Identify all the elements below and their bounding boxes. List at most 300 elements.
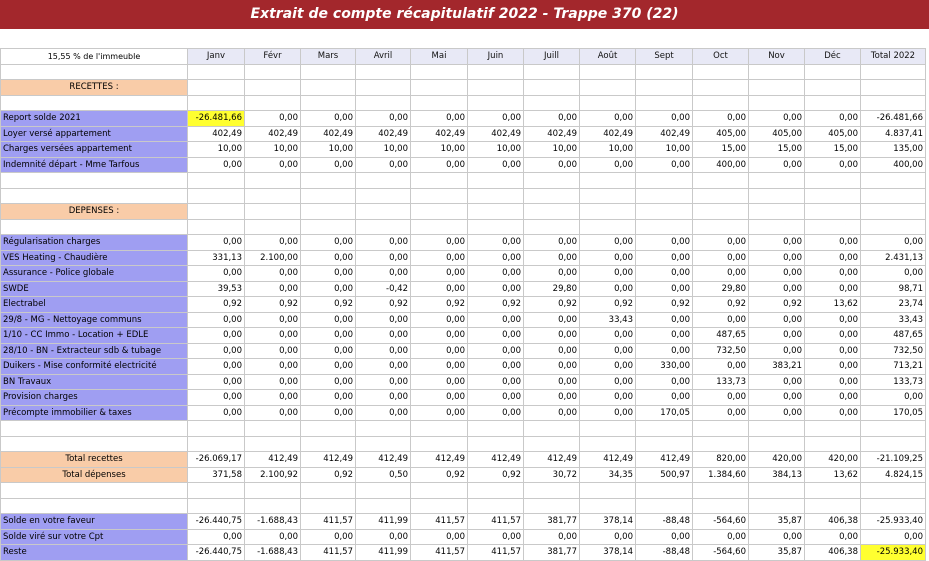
row-label[interactable]: 28/10 - BN - Extracteur sdb & tubage bbox=[1, 343, 188, 359]
value-cell[interactable]: 0,00 bbox=[749, 328, 805, 344]
value-cell[interactable]: 0,00 bbox=[805, 157, 861, 173]
value-cell[interactable]: 371,58 bbox=[188, 467, 245, 483]
value-cell[interactable]: 0,00 bbox=[805, 359, 861, 375]
row-label[interactable]: Duikers - Mise conformité electricité bbox=[1, 359, 188, 375]
value-cell[interactable]: 0,00 bbox=[188, 157, 245, 173]
value-cell[interactable]: 0,00 bbox=[524, 374, 580, 390]
empty-cell[interactable] bbox=[356, 64, 411, 80]
value-cell[interactable]: 402,49 bbox=[636, 126, 693, 142]
value-cell[interactable]: 378,14 bbox=[580, 514, 636, 530]
empty-cell[interactable] bbox=[693, 95, 749, 111]
value-cell[interactable]: 0,00 bbox=[636, 343, 693, 359]
empty-cell[interactable] bbox=[805, 498, 861, 514]
empty-cell[interactable] bbox=[636, 498, 693, 514]
value-cell[interactable]: 0,00 bbox=[580, 405, 636, 421]
value-cell[interactable]: 0,00 bbox=[580, 157, 636, 173]
value-cell[interactable]: 383,21 bbox=[749, 359, 805, 375]
empty-cell[interactable] bbox=[861, 498, 926, 514]
value-cell[interactable]: 0,00 bbox=[524, 405, 580, 421]
value-cell[interactable]: 10,00 bbox=[524, 142, 580, 158]
empty-cell[interactable] bbox=[188, 188, 245, 204]
empty-cell[interactable] bbox=[580, 188, 636, 204]
row-label[interactable]: Provision charges bbox=[1, 390, 188, 406]
empty-cell[interactable] bbox=[356, 80, 411, 96]
value-cell[interactable]: 0,00 bbox=[580, 343, 636, 359]
value-cell[interactable]: 0,00 bbox=[693, 250, 749, 266]
value-cell[interactable]: 0,00 bbox=[749, 281, 805, 297]
empty-cell[interactable] bbox=[301, 204, 356, 220]
value-cell[interactable]: 0,00 bbox=[580, 266, 636, 282]
value-cell[interactable]: 0,00 bbox=[301, 529, 356, 545]
value-cell[interactable]: 170,05 bbox=[636, 405, 693, 421]
value-cell[interactable]: -0,42 bbox=[356, 281, 411, 297]
empty-cell[interactable] bbox=[580, 80, 636, 96]
empty-cell[interactable] bbox=[245, 64, 301, 80]
empty-cell[interactable] bbox=[580, 436, 636, 452]
empty-cell[interactable] bbox=[1, 421, 188, 437]
month-header[interactable]: Total 2022 bbox=[861, 49, 926, 65]
value-cell[interactable]: 0,00 bbox=[188, 359, 245, 375]
value-cell[interactable]: -26.440,75 bbox=[188, 545, 245, 561]
value-cell[interactable]: 0,00 bbox=[861, 235, 926, 251]
value-cell[interactable]: 0,00 bbox=[356, 266, 411, 282]
empty-cell[interactable] bbox=[411, 498, 468, 514]
value-cell[interactable]: 0,00 bbox=[693, 111, 749, 127]
value-cell[interactable]: 732,50 bbox=[861, 343, 926, 359]
empty-cell[interactable] bbox=[524, 219, 580, 235]
empty-cell[interactable] bbox=[524, 95, 580, 111]
empty-cell[interactable] bbox=[749, 64, 805, 80]
value-cell[interactable]: 0,00 bbox=[301, 343, 356, 359]
empty-cell[interactable] bbox=[411, 483, 468, 499]
value-cell[interactable]: 402,49 bbox=[356, 126, 411, 142]
empty-cell[interactable] bbox=[188, 80, 245, 96]
empty-cell[interactable] bbox=[188, 95, 245, 111]
empty-cell[interactable] bbox=[580, 95, 636, 111]
value-cell[interactable]: 0,92 bbox=[636, 297, 693, 313]
value-cell[interactable]: 0,00 bbox=[301, 405, 356, 421]
empty-cell[interactable] bbox=[301, 219, 356, 235]
empty-cell[interactable] bbox=[356, 204, 411, 220]
row-label[interactable]: Assurance - Police globale bbox=[1, 266, 188, 282]
empty-cell[interactable] bbox=[356, 173, 411, 189]
value-cell[interactable]: 0,00 bbox=[805, 529, 861, 545]
empty-cell[interactable] bbox=[861, 95, 926, 111]
empty-cell[interactable] bbox=[749, 436, 805, 452]
value-cell[interactable]: 0,00 bbox=[636, 281, 693, 297]
empty-cell[interactable] bbox=[861, 64, 926, 80]
empty-cell[interactable] bbox=[411, 80, 468, 96]
value-cell[interactable]: 0,00 bbox=[468, 405, 524, 421]
value-cell[interactable]: 0,00 bbox=[749, 312, 805, 328]
value-cell[interactable]: 412,49 bbox=[468, 452, 524, 468]
value-cell[interactable]: 0,00 bbox=[468, 390, 524, 406]
value-cell[interactable]: 0,00 bbox=[805, 390, 861, 406]
value-cell[interactable]: 0,00 bbox=[749, 390, 805, 406]
value-cell[interactable]: 0,00 bbox=[580, 359, 636, 375]
empty-cell[interactable] bbox=[524, 80, 580, 96]
empty-cell[interactable] bbox=[805, 219, 861, 235]
month-header[interactable]: Févr bbox=[245, 49, 301, 65]
value-cell[interactable]: 0,00 bbox=[188, 343, 245, 359]
value-cell[interactable]: 0,00 bbox=[524, 359, 580, 375]
empty-cell[interactable] bbox=[693, 498, 749, 514]
empty-cell[interactable] bbox=[749, 498, 805, 514]
empty-cell[interactable] bbox=[301, 64, 356, 80]
row-label[interactable]: Régularisation charges bbox=[1, 235, 188, 251]
empty-cell[interactable] bbox=[636, 173, 693, 189]
value-cell[interactable]: 0,00 bbox=[749, 111, 805, 127]
empty-cell[interactable] bbox=[245, 436, 301, 452]
value-cell[interactable]: 170,05 bbox=[861, 405, 926, 421]
value-cell[interactable]: 34,35 bbox=[580, 467, 636, 483]
recettes-section-title[interactable]: RECETTES : bbox=[1, 80, 188, 96]
value-cell[interactable]: 0,00 bbox=[580, 529, 636, 545]
value-cell[interactable]: 13,62 bbox=[805, 297, 861, 313]
empty-cell[interactable] bbox=[636, 483, 693, 499]
value-cell[interactable]: 411,99 bbox=[356, 545, 411, 561]
value-cell[interactable]: 0,00 bbox=[188, 235, 245, 251]
value-cell[interactable]: -564,60 bbox=[693, 514, 749, 530]
empty-cell[interactable] bbox=[580, 64, 636, 80]
empty-cell[interactable] bbox=[580, 219, 636, 235]
empty-cell[interactable] bbox=[749, 483, 805, 499]
empty-cell[interactable] bbox=[861, 436, 926, 452]
value-cell[interactable]: 0,50 bbox=[356, 467, 411, 483]
value-cell[interactable]: 0,00 bbox=[188, 266, 245, 282]
value-cell[interactable]: 378,14 bbox=[580, 545, 636, 561]
value-cell[interactable]: 0,00 bbox=[411, 250, 468, 266]
value-cell[interactable]: 411,57 bbox=[301, 514, 356, 530]
empty-cell[interactable] bbox=[636, 95, 693, 111]
value-cell[interactable]: 0,00 bbox=[749, 374, 805, 390]
value-cell[interactable]: 0,00 bbox=[524, 266, 580, 282]
empty-cell[interactable] bbox=[411, 204, 468, 220]
value-cell[interactable]: 0,00 bbox=[805, 111, 861, 127]
value-cell[interactable]: 405,00 bbox=[805, 126, 861, 142]
empty-cell[interactable] bbox=[524, 436, 580, 452]
empty-cell[interactable] bbox=[580, 421, 636, 437]
empty-cell[interactable] bbox=[468, 64, 524, 80]
value-cell[interactable]: 0,00 bbox=[524, 328, 580, 344]
empty-cell[interactable] bbox=[805, 188, 861, 204]
value-cell[interactable]: 0,00 bbox=[411, 405, 468, 421]
value-cell[interactable]: 1.384,60 bbox=[693, 467, 749, 483]
value-cell[interactable]: 0,00 bbox=[524, 312, 580, 328]
value-cell[interactable]: -25.933,40 bbox=[861, 545, 926, 561]
value-cell[interactable]: 0,00 bbox=[245, 312, 301, 328]
value-cell[interactable]: 0,00 bbox=[301, 312, 356, 328]
empty-cell[interactable] bbox=[1, 173, 188, 189]
value-cell[interactable]: -21.109,25 bbox=[861, 452, 926, 468]
row-label[interactable]: 1/10 - CC Immo - Location + EDLE bbox=[1, 328, 188, 344]
value-cell[interactable]: 0,00 bbox=[245, 405, 301, 421]
value-cell[interactable]: 0,00 bbox=[411, 266, 468, 282]
value-cell[interactable]: 0,00 bbox=[636, 312, 693, 328]
empty-cell[interactable] bbox=[245, 173, 301, 189]
value-cell[interactable]: 412,49 bbox=[580, 452, 636, 468]
value-cell[interactable]: 39,53 bbox=[188, 281, 245, 297]
value-cell[interactable]: 98,71 bbox=[861, 281, 926, 297]
empty-cell[interactable] bbox=[861, 219, 926, 235]
value-cell[interactable]: 0,00 bbox=[693, 235, 749, 251]
month-header[interactable]: Avril bbox=[356, 49, 411, 65]
empty-cell[interactable] bbox=[636, 64, 693, 80]
value-cell[interactable]: 15,00 bbox=[749, 142, 805, 158]
value-cell[interactable]: 0,00 bbox=[524, 250, 580, 266]
empty-cell[interactable] bbox=[580, 204, 636, 220]
value-cell[interactable]: 411,57 bbox=[411, 514, 468, 530]
empty-cell[interactable] bbox=[805, 173, 861, 189]
value-cell[interactable]: 0,00 bbox=[636, 250, 693, 266]
empty-cell[interactable] bbox=[245, 80, 301, 96]
value-cell[interactable]: 411,57 bbox=[301, 545, 356, 561]
value-cell[interactable]: 0,00 bbox=[245, 529, 301, 545]
value-cell[interactable]: 0,00 bbox=[524, 111, 580, 127]
value-cell[interactable]: 0,00 bbox=[411, 157, 468, 173]
empty-cell[interactable] bbox=[245, 204, 301, 220]
empty-cell[interactable] bbox=[356, 436, 411, 452]
row-label[interactable]: Report solde 2021 bbox=[1, 111, 188, 127]
value-cell[interactable]: 0,00 bbox=[468, 235, 524, 251]
value-cell[interactable]: 33,43 bbox=[580, 312, 636, 328]
empty-cell[interactable] bbox=[636, 204, 693, 220]
value-cell[interactable]: 412,49 bbox=[245, 452, 301, 468]
value-cell[interactable]: 10,00 bbox=[245, 142, 301, 158]
value-cell[interactable]: 0,00 bbox=[749, 250, 805, 266]
value-cell[interactable]: 331,13 bbox=[188, 250, 245, 266]
month-header[interactable]: Déc bbox=[805, 49, 861, 65]
value-cell[interactable]: 0,00 bbox=[356, 328, 411, 344]
empty-cell[interactable] bbox=[301, 95, 356, 111]
empty-cell[interactable] bbox=[468, 483, 524, 499]
value-cell[interactable]: 400,00 bbox=[693, 157, 749, 173]
empty-cell[interactable] bbox=[749, 421, 805, 437]
value-cell[interactable]: 0,00 bbox=[301, 374, 356, 390]
empty-cell[interactable] bbox=[524, 173, 580, 189]
value-cell[interactable]: 0,00 bbox=[805, 374, 861, 390]
value-cell[interactable]: 10,00 bbox=[580, 142, 636, 158]
value-cell[interactable]: 0,00 bbox=[468, 157, 524, 173]
value-cell[interactable]: 713,21 bbox=[861, 359, 926, 375]
empty-cell[interactable] bbox=[468, 95, 524, 111]
row-label[interactable]: SWDE bbox=[1, 281, 188, 297]
value-cell[interactable]: -26.481,66 bbox=[188, 111, 245, 127]
empty-cell[interactable] bbox=[1, 498, 188, 514]
empty-cell[interactable] bbox=[749, 204, 805, 220]
value-cell[interactable]: 0,92 bbox=[301, 297, 356, 313]
value-cell[interactable]: 402,49 bbox=[301, 126, 356, 142]
value-cell[interactable]: 0,00 bbox=[245, 266, 301, 282]
row-label[interactable]: Charges versées appartement bbox=[1, 142, 188, 158]
value-cell[interactable]: -26.069,17 bbox=[188, 452, 245, 468]
value-cell[interactable]: 0,00 bbox=[636, 111, 693, 127]
empty-cell[interactable] bbox=[580, 483, 636, 499]
month-header[interactable]: Mai bbox=[411, 49, 468, 65]
value-cell[interactable]: 0,00 bbox=[245, 235, 301, 251]
value-cell[interactable]: 0,00 bbox=[580, 328, 636, 344]
empty-cell[interactable] bbox=[468, 173, 524, 189]
empty-cell[interactable] bbox=[636, 436, 693, 452]
value-cell[interactable]: 412,49 bbox=[524, 452, 580, 468]
value-cell[interactable]: 402,49 bbox=[580, 126, 636, 142]
value-cell[interactable]: 0,00 bbox=[468, 374, 524, 390]
value-cell[interactable]: 0,00 bbox=[411, 111, 468, 127]
value-cell[interactable]: 0,00 bbox=[524, 157, 580, 173]
empty-cell[interactable] bbox=[301, 483, 356, 499]
value-cell[interactable]: 0,00 bbox=[245, 328, 301, 344]
empty-cell[interactable] bbox=[805, 436, 861, 452]
value-cell[interactable]: 0,00 bbox=[524, 343, 580, 359]
value-cell[interactable]: 0,00 bbox=[411, 235, 468, 251]
value-cell[interactable]: 411,57 bbox=[411, 545, 468, 561]
empty-cell[interactable] bbox=[805, 483, 861, 499]
empty-cell[interactable] bbox=[693, 64, 749, 80]
value-cell[interactable]: 0,00 bbox=[245, 157, 301, 173]
row-label[interactable]: Solde en votre faveur bbox=[1, 514, 188, 530]
empty-cell[interactable] bbox=[468, 188, 524, 204]
value-cell[interactable]: 0,00 bbox=[356, 157, 411, 173]
value-cell[interactable]: 13,62 bbox=[805, 467, 861, 483]
value-cell[interactable]: 0,00 bbox=[636, 328, 693, 344]
empty-cell[interactable] bbox=[805, 95, 861, 111]
empty-cell[interactable] bbox=[188, 219, 245, 235]
value-cell[interactable]: 0,00 bbox=[805, 405, 861, 421]
empty-cell[interactable] bbox=[411, 64, 468, 80]
value-cell[interactable]: 0,00 bbox=[356, 405, 411, 421]
value-cell[interactable]: 411,57 bbox=[468, 545, 524, 561]
value-cell[interactable]: 406,38 bbox=[805, 545, 861, 561]
row-label[interactable]: VES Heating - Chaudière bbox=[1, 250, 188, 266]
value-cell[interactable]: 35,87 bbox=[749, 545, 805, 561]
value-cell[interactable]: 412,49 bbox=[301, 452, 356, 468]
value-cell[interactable]: 0,00 bbox=[356, 111, 411, 127]
value-cell[interactable]: 405,00 bbox=[749, 126, 805, 142]
value-cell[interactable]: 0,00 bbox=[411, 343, 468, 359]
value-cell[interactable]: 0,00 bbox=[636, 390, 693, 406]
value-cell[interactable]: 0,00 bbox=[188, 328, 245, 344]
value-cell[interactable]: 0,00 bbox=[188, 390, 245, 406]
value-cell[interactable]: 402,49 bbox=[245, 126, 301, 142]
value-cell[interactable]: 0,00 bbox=[468, 266, 524, 282]
value-cell[interactable]: 0,00 bbox=[301, 281, 356, 297]
empty-cell[interactable] bbox=[524, 421, 580, 437]
month-header[interactable]: Oct bbox=[693, 49, 749, 65]
value-cell[interactable]: 0,00 bbox=[861, 390, 926, 406]
value-cell[interactable]: 0,00 bbox=[411, 312, 468, 328]
row-label[interactable]: Reste bbox=[1, 545, 188, 561]
empty-cell[interactable] bbox=[301, 80, 356, 96]
value-cell[interactable]: 0,00 bbox=[580, 111, 636, 127]
value-cell[interactable]: 0,00 bbox=[580, 390, 636, 406]
value-cell[interactable]: 0,00 bbox=[749, 405, 805, 421]
empty-cell[interactable] bbox=[301, 173, 356, 189]
value-cell[interactable]: 0,00 bbox=[524, 390, 580, 406]
value-cell[interactable]: 0,92 bbox=[411, 467, 468, 483]
empty-cell[interactable] bbox=[749, 80, 805, 96]
empty-cell[interactable] bbox=[356, 219, 411, 235]
value-cell[interactable]: 0,92 bbox=[411, 297, 468, 313]
value-cell[interactable]: 0,00 bbox=[356, 390, 411, 406]
value-cell[interactable]: 0,00 bbox=[356, 374, 411, 390]
value-cell[interactable]: 402,49 bbox=[411, 126, 468, 142]
value-cell[interactable]: -88,48 bbox=[636, 545, 693, 561]
value-cell[interactable]: 412,49 bbox=[356, 452, 411, 468]
value-cell[interactable]: 0,00 bbox=[468, 281, 524, 297]
value-cell[interactable]: 0,00 bbox=[749, 266, 805, 282]
empty-cell[interactable] bbox=[188, 436, 245, 452]
empty-cell[interactable] bbox=[188, 173, 245, 189]
empty-cell[interactable] bbox=[524, 64, 580, 80]
value-cell[interactable]: 0,00 bbox=[356, 312, 411, 328]
value-cell[interactable]: 412,49 bbox=[411, 452, 468, 468]
value-cell[interactable]: 29,80 bbox=[693, 281, 749, 297]
value-cell[interactable]: -564,60 bbox=[693, 545, 749, 561]
value-cell[interactable]: 406,38 bbox=[805, 514, 861, 530]
empty-cell[interactable] bbox=[693, 219, 749, 235]
value-cell[interactable]: 402,49 bbox=[468, 126, 524, 142]
empty-cell[interactable] bbox=[188, 64, 245, 80]
value-cell[interactable]: 0,00 bbox=[636, 374, 693, 390]
value-cell[interactable]: 0,92 bbox=[301, 467, 356, 483]
row-label[interactable]: Total dépenses bbox=[1, 467, 188, 483]
value-cell[interactable]: -25.933,40 bbox=[861, 514, 926, 530]
value-cell[interactable]: 4.824,15 bbox=[861, 467, 926, 483]
value-cell[interactable]: 0,00 bbox=[301, 390, 356, 406]
empty-cell[interactable] bbox=[693, 188, 749, 204]
row-label[interactable]: 29/8 - MG - Nettoyage communs bbox=[1, 312, 188, 328]
empty-cell[interactable] bbox=[245, 421, 301, 437]
empty-cell[interactable] bbox=[356, 188, 411, 204]
empty-cell[interactable] bbox=[468, 204, 524, 220]
value-cell[interactable]: 400,00 bbox=[861, 157, 926, 173]
value-cell[interactable]: 0,00 bbox=[411, 328, 468, 344]
value-cell[interactable]: 0,00 bbox=[356, 529, 411, 545]
value-cell[interactable]: 0,92 bbox=[749, 297, 805, 313]
empty-cell[interactable] bbox=[468, 421, 524, 437]
empty-cell[interactable] bbox=[861, 204, 926, 220]
empty-cell[interactable] bbox=[301, 421, 356, 437]
value-cell[interactable]: 487,65 bbox=[693, 328, 749, 344]
value-cell[interactable]: 0,00 bbox=[805, 281, 861, 297]
empty-cell[interactable] bbox=[188, 483, 245, 499]
empty-cell[interactable] bbox=[188, 498, 245, 514]
value-cell[interactable]: 0,92 bbox=[188, 297, 245, 313]
value-cell[interactable]: 2.431,13 bbox=[861, 250, 926, 266]
value-cell[interactable]: 0,00 bbox=[245, 343, 301, 359]
empty-cell[interactable] bbox=[468, 80, 524, 96]
value-cell[interactable]: 487,65 bbox=[861, 328, 926, 344]
value-cell[interactable]: 15,00 bbox=[805, 142, 861, 158]
value-cell[interactable]: 4.837,41 bbox=[861, 126, 926, 142]
value-cell[interactable]: 0,00 bbox=[301, 359, 356, 375]
empty-cell[interactable] bbox=[805, 80, 861, 96]
value-cell[interactable]: 500,97 bbox=[636, 467, 693, 483]
empty-cell[interactable] bbox=[245, 188, 301, 204]
value-cell[interactable]: 0,00 bbox=[693, 312, 749, 328]
value-cell[interactable]: 0,00 bbox=[749, 235, 805, 251]
value-cell[interactable]: -26.481,66 bbox=[861, 111, 926, 127]
value-cell[interactable]: 0,00 bbox=[301, 328, 356, 344]
row-label[interactable]: Electrabel bbox=[1, 297, 188, 313]
value-cell[interactable]: 0,00 bbox=[468, 359, 524, 375]
value-cell[interactable]: 0,92 bbox=[468, 467, 524, 483]
value-cell[interactable]: 0,00 bbox=[693, 529, 749, 545]
row-label[interactable]: Loyer versé appartement bbox=[1, 126, 188, 142]
value-cell[interactable]: 411,99 bbox=[356, 514, 411, 530]
value-cell[interactable]: 0,00 bbox=[805, 343, 861, 359]
value-cell[interactable]: 0,00 bbox=[636, 157, 693, 173]
